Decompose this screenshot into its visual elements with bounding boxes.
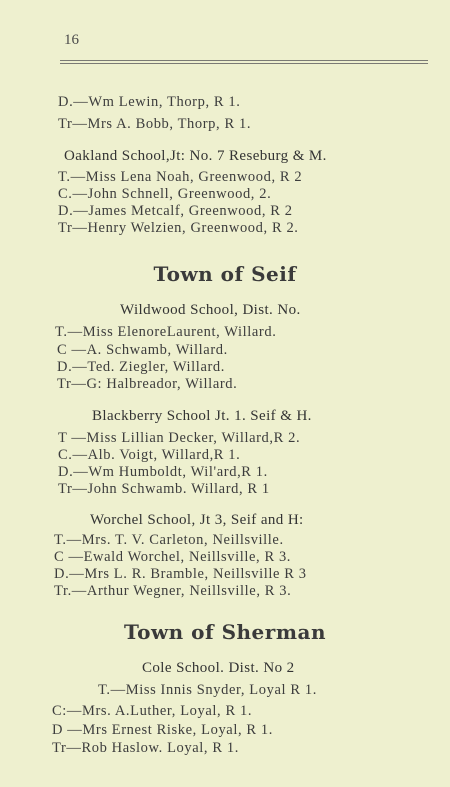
- header-rule-top: [60, 60, 428, 61]
- entry-line: Tr.—Arthur Wegner, Neillsville, R 3.: [54, 583, 292, 599]
- entry-line: Tr—Rob Haslow. Loyal, R 1.: [52, 740, 239, 756]
- entry-line: T.—Miss Lena Noah, Greenwood, R 2: [58, 169, 303, 185]
- school-heading: Oakland School,Jt: No. 7 Reseburg & M.: [64, 148, 327, 164]
- entry-line: D —Mrs Ernest Riske, Loyal, R 1.: [52, 722, 273, 738]
- entry-line: T.—Miss Innis Snyder, Loyal R 1.: [98, 682, 317, 698]
- entry-line: C.—John Schnell, Greenwood, 2.: [58, 186, 272, 202]
- town-heading: Town of Seif: [153, 262, 297, 286]
- page-number: 16: [64, 32, 79, 48]
- entry-line: T.—Mrs. T. V. Carleton, Neillsville.: [54, 532, 284, 548]
- school-heading: Worchel School, Jt 3, Seif and H:: [90, 512, 304, 528]
- entry-line: D.—James Metcalf, Greenwood, R 2: [58, 203, 293, 219]
- entry-line: T —Miss Lillian Decker, Willard,R 2.: [58, 430, 301, 446]
- town-heading: Town of Sherman: [124, 620, 326, 644]
- entry-line: Tr—G: Halbreador, Willard.: [57, 376, 238, 392]
- entry-line: C.—Alb. Voigt, Willard,R 1.: [58, 447, 241, 463]
- school-heading: Cole School. Dist. No 2: [142, 660, 295, 676]
- school-heading: Wildwood School, Dist. No.: [120, 302, 301, 318]
- entry-line: C —A. Schwamb, Willard.: [57, 342, 228, 358]
- entry-line: Tr—Mrs A. Bobb, Thorp, R 1.: [58, 116, 252, 132]
- entry-line: D.—Ted. Ziegler, Willard.: [57, 359, 225, 375]
- entry-line: C —Ewald Worchel, Neillsville, R 3.: [54, 549, 292, 565]
- entry-line: C:—Mrs. A.Luther, Loyal, R 1.: [52, 703, 253, 719]
- entry-line: Tr—Henry Welzien, Greenwood, R 2.: [58, 220, 299, 236]
- header-rule-bottom: [60, 63, 428, 64]
- entry-line: D.—Mrs L. R. Bramble, Neillsville R 3: [54, 566, 307, 582]
- entry-line: D.—Wm Lewin, Thorp, R 1.: [58, 94, 241, 110]
- entry-line: Tr—John Schwamb. Willard, R 1: [58, 481, 270, 497]
- entry-line: D.—Wm Humboldt, Wil'ard,R 1.: [58, 464, 268, 480]
- school-heading: Blackberry School Jt. 1. Seif & H.: [92, 408, 312, 424]
- entry-line: T.—Miss ElenoreLaurent, Willard.: [55, 324, 277, 340]
